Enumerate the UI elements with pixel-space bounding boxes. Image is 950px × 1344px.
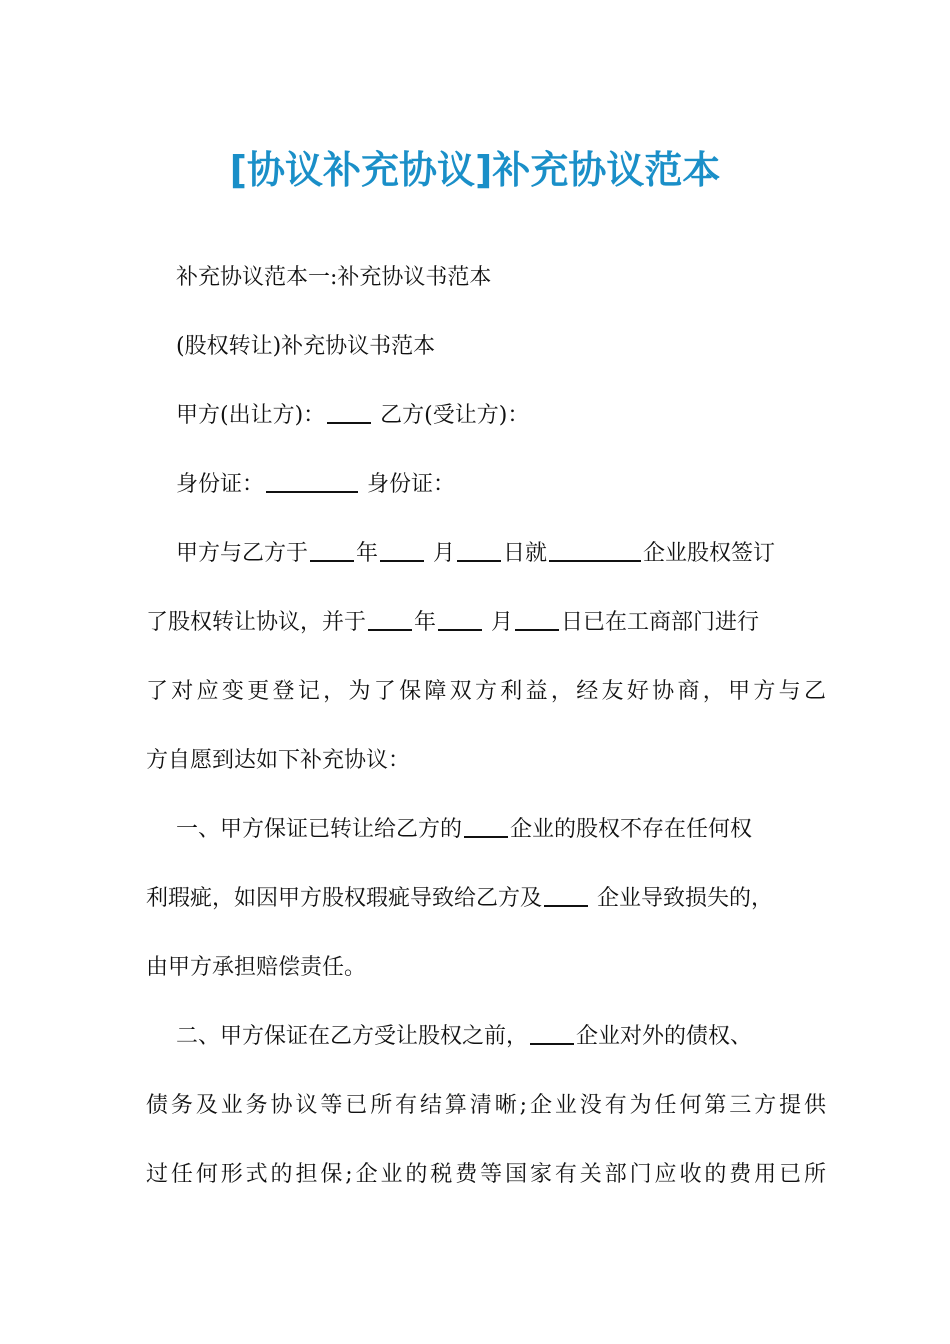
company-blank (530, 1019, 574, 1045)
subtitle-line: 补充协议范本一:补充协议书范本 (176, 265, 492, 290)
party-a-blank (327, 398, 371, 424)
day-blank (515, 605, 559, 631)
document-title: [协议补充协议]补充协议范本 (229, 148, 721, 192)
month-blank (438, 605, 482, 631)
party-line: 甲方(出让方)： 乙方(受让方)： (176, 396, 856, 436)
month-blank (380, 536, 424, 562)
company-blank (549, 536, 641, 562)
body-line-1: 甲方与乙方于 年 月 日就 企业股权签订 (176, 534, 856, 574)
clause-2-line-3: 过任何形式的担保;企业的税费等国家有关部门应收的费用已所 (146, 1162, 826, 1187)
id-card-line: 身份证： 身份证： (176, 465, 856, 505)
day-blank (457, 536, 501, 562)
id-card-blank (266, 467, 358, 493)
year-blank (310, 536, 354, 562)
company-blank (464, 812, 508, 838)
body-line-4: 方自愿到达如下补充协议： (146, 748, 411, 773)
clause-2-line-1: 二、甲方保证在乙方受让股权之前， 企业对外的债权、 (176, 1017, 856, 1057)
agreement-name-line: (股权转让)补充协议书范本 (176, 334, 436, 359)
clause-2-line-2: 债务及业务协议等已所有结算清晰;企业没有为任何第三方提供 (146, 1093, 826, 1118)
clause-1-line-2: 利瑕疵，如因甲方股权瑕疵导致给乙方及 企业导致损失的， (146, 879, 826, 919)
year-blank (368, 605, 412, 631)
company-blank (544, 881, 588, 907)
clause-1-line-3: 由甲方承担赔偿责任。 (146, 955, 367, 980)
clause-1-line-1: 一、甲方保证已转让给乙方的 企业的股权不存在任何权 (176, 810, 856, 850)
body-line-2: 了股权转让协议，并于 年 月 日已在工商部门进行 (146, 603, 826, 643)
body-line-3: 了对应变更登记，为了保障双方利益，经友好协商，甲方与乙 (146, 679, 826, 704)
